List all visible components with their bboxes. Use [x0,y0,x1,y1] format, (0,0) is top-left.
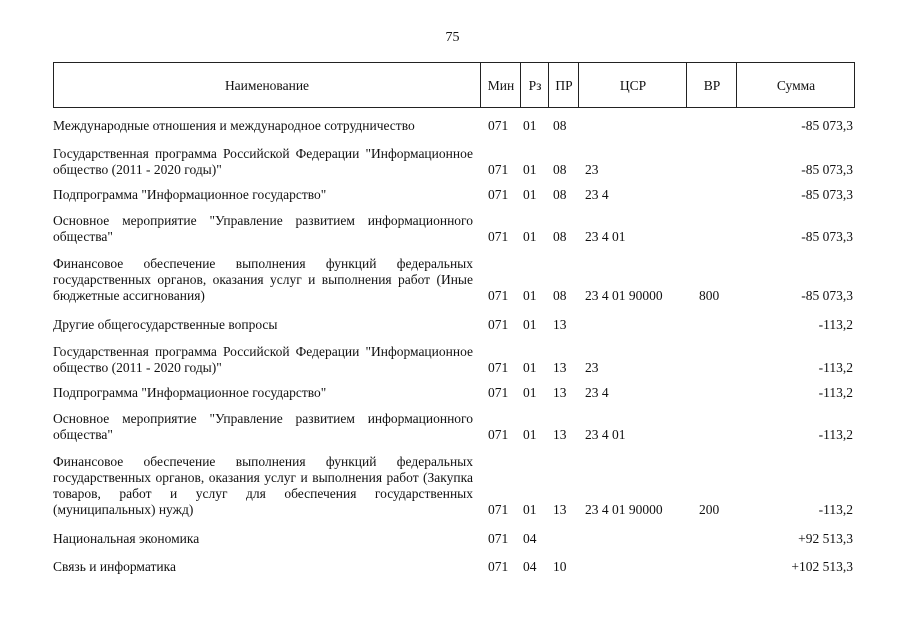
row-sum: -85 073,3 [801,288,853,303]
header-pr: ПР [548,63,579,107]
row-pr: 13 [553,360,567,375]
row-sum: +92 513,3 [798,531,853,546]
row-sum: -113,2 [818,427,853,442]
row-sum: -85 073,3 [801,162,853,177]
row-pr: 13 [553,427,567,442]
row-pr: 08 [553,229,567,244]
row-csr: 23 4 01 [585,229,626,244]
row-rz: 04 [523,531,537,546]
row-pr: 08 [553,162,567,177]
row-sum: -113,2 [818,317,853,332]
table-row [53,454,855,518]
row-min: 071 [488,502,509,517]
row-min: 071 [488,360,509,375]
table-row [53,344,855,376]
row-pr: 10 [553,559,567,574]
row-min: 071 [488,559,509,574]
table-row [53,146,855,178]
row-name: Международные отношения и международное сотрудничество [53,118,415,133]
table-row [53,411,855,443]
header-min: Мин [480,63,521,107]
table-row [53,256,855,304]
table-row [53,213,855,245]
table-row [53,531,855,547]
table-row [53,385,855,401]
row-rz: 01 [523,427,537,442]
page-number: 75 [445,30,460,45]
row-rz: 01 [523,118,537,133]
row-rz: 01 [523,360,537,375]
row-min: 071 [488,531,509,546]
header-rz: Рз [520,63,549,107]
row-name: Основное мероприятие "Управление развитием информационного общества" [53,213,473,244]
row-vr: 800 [699,288,720,303]
row-csr: 23 [585,360,599,375]
row-min: 071 [488,317,509,332]
table-row [53,187,855,203]
header-csr: ЦСР [578,63,687,107]
row-min: 071 [488,427,509,442]
row-name: Связь и информатика [53,559,176,574]
row-sum: -113,2 [818,385,853,400]
row-min: 071 [488,385,509,400]
table-row [53,559,855,575]
row-sum: +102 513,3 [791,559,853,574]
row-min: 071 [488,187,509,202]
row-name: Государственная программа Российской Федерации "Информационное общество (2011 - 2020 годы)" [53,344,473,375]
row-rz: 04 [523,559,537,574]
row-csr: 23 4 01 90000 [585,288,663,303]
row-vr: 200 [699,502,720,517]
row-sum: -113,2 [818,502,853,517]
row-name: Подпрограмма "Информационное государство" [53,187,327,202]
row-rz: 01 [523,162,537,177]
row-rz: 01 [523,229,537,244]
row-rz: 01 [523,288,537,303]
row-rz: 01 [523,187,537,202]
row-pr: 13 [553,502,567,517]
row-rz: 01 [523,317,537,332]
header-sum: Сумма [736,63,855,107]
row-name: Национальная экономика [53,531,200,546]
row-min: 071 [488,229,509,244]
row-csr: 23 4 [585,187,609,202]
row-csr: 23 4 01 90000 [585,502,663,517]
header-vr: ВР [686,63,737,107]
row-rz: 01 [523,385,537,400]
table-header [53,62,855,108]
row-sum: -85 073,3 [801,229,853,244]
row-csr: 23 4 01 [585,427,626,442]
row-sum: -85 073,3 [801,187,853,202]
row-sum: -113,2 [818,360,853,375]
row-pr: 13 [553,317,567,332]
table-row [53,118,855,134]
row-min: 071 [488,162,509,177]
row-rz: 01 [523,502,537,517]
table-row [53,317,855,333]
row-name: Государственная программа Российской Федерации "Информационное общество (2011 - 2020 годы)" [53,146,473,177]
row-csr: 23 4 [585,385,609,400]
row-pr: 08 [553,288,567,303]
row-csr: 23 [585,162,599,177]
row-name: Другие общегосударственные вопросы [53,317,278,332]
row-sum: -85 073,3 [801,118,853,133]
row-pr: 08 [553,187,567,202]
header-name: Наименование [224,78,310,93]
row-name: Подпрограмма "Информационное государство" [53,385,327,400]
row-min: 071 [488,118,509,133]
row-name: Основное мероприятие "Управление развитием информационного общества" [53,411,473,442]
row-name: Финансовое обеспечение выполнения функций федеральных государственных органов, оказания услуг и выполнения работ (Закупка товаров, работ и услуг для обеспечения государственных (муниципальных) нужд) [53,454,473,517]
row-pr: 13 [553,385,567,400]
row-min: 071 [488,288,509,303]
row-name: Финансовое обеспечение выполнения функций федеральных государственных органов, оказания услуг и выполнения работ (Иные бюджетные ассигнования) [53,256,473,303]
row-pr: 08 [553,118,567,133]
